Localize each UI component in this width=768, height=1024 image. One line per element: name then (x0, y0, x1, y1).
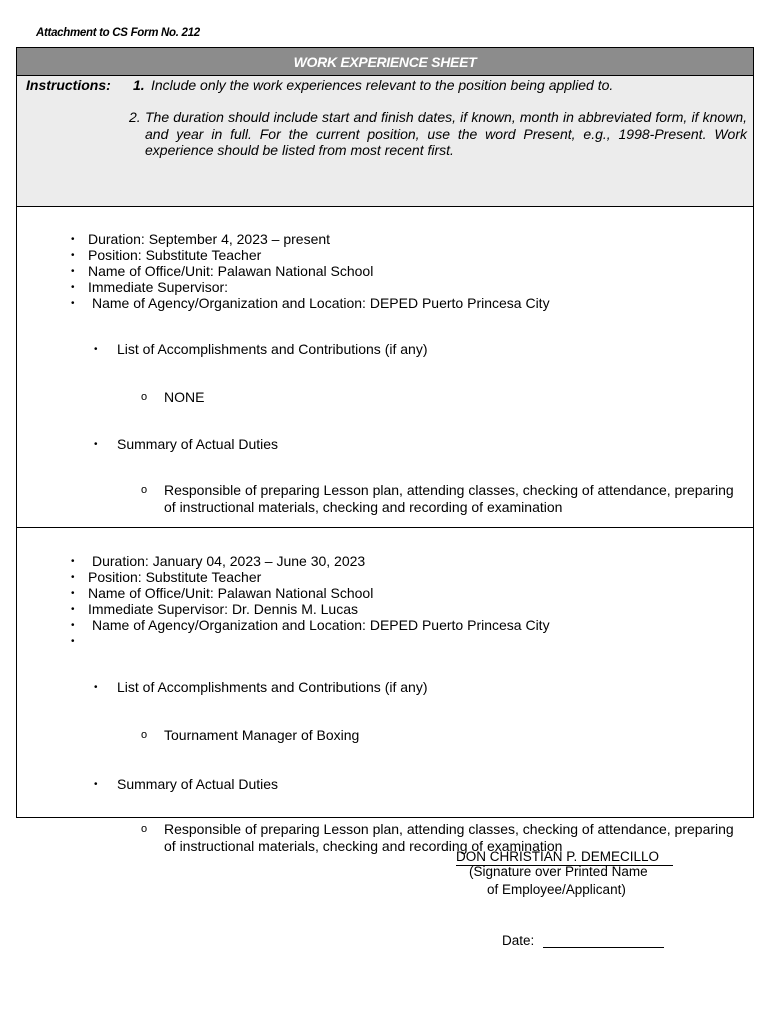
bullet-icon: • (71, 250, 75, 261)
bullet-icon: • (71, 266, 75, 277)
duties-description: Responsible of preparing Lesson plan, attending classes, checking of attendance, preparing of instructional materials, checking and recording of examination (164, 821, 734, 854)
sub-bullet-icon: o (141, 391, 148, 403)
date-label: Date: (502, 933, 535, 948)
signature-caption-line-2: of Employee/Applicant) (487, 882, 626, 897)
entry-supervisor: Immediate Supervisor: (88, 279, 229, 295)
work-entry-1 (17, 207, 753, 528)
duties-label: Summary of Actual Duties (117, 436, 279, 452)
attachment-label: Attachment to CS Form No. 212 (36, 27, 200, 39)
accomplishments-label: List of Accomplishments and Contributions (if any) (117, 341, 428, 357)
entry-agency: Name of Agency/Organization and Location: DEPED Puerto Princesa City (92, 617, 550, 633)
duties-label: Summary of Actual Duties (117, 776, 279, 792)
entry-supervisor: Immediate Supervisor: Dr. Dennis M. Lucas (88, 601, 358, 617)
entry-duration: Duration: January 04, 2023 – June 30, 2023 (92, 553, 366, 569)
bullet-icon: • (71, 604, 75, 615)
accomplishment-item: NONE (164, 389, 205, 405)
instruction-item-2: The duration should include start and finish dates, if known, month in abbreviated form, if known, and year in full. For the current position, use the word Present, e.g., 1998-Present. Work experience should be listed from most recent first. (145, 109, 747, 158)
bullet-icon: • (71, 572, 75, 583)
bullet-icon: • (71, 636, 75, 647)
entry-office: Name of Office/Unit: Palawan National School (88, 585, 374, 601)
instruction-number-2: 2. (129, 109, 141, 125)
work-entry-2 (17, 528, 753, 854)
instructions-label: Instructions: (26, 77, 111, 93)
entry-office: Name of Office/Unit: Palawan National School (88, 263, 374, 279)
instructions-box (17, 76, 753, 207)
bullet-icon: • (71, 556, 75, 567)
accomplishment-item: Tournament Manager of Boxing (164, 727, 360, 743)
accomplishments-label: List of Accomplishments and Contributions (if any) (117, 679, 428, 695)
entry-position: Position: Substitute Teacher (88, 247, 262, 263)
entry-duration: Duration: September 4, 2023 – present (88, 231, 331, 247)
sub-bullet-icon: o (141, 823, 148, 835)
bullet-icon: • (71, 298, 75, 309)
instruction-number-1: 1. (133, 77, 145, 93)
bullet-icon: • (71, 234, 75, 245)
signature-caption-line-1: (Signature over Printed Name (469, 864, 648, 879)
bullet-icon: • (71, 588, 75, 599)
duties-description: Responsible of preparing Lesson plan, attending classes, checking of attendance, preparing of instructional materials, checking and recording of examination (164, 482, 734, 515)
bullet-icon: • (94, 439, 98, 450)
sub-bullet-icon: o (141, 729, 148, 741)
entry-position: Position: Substitute Teacher (88, 569, 262, 585)
date-field[interactable] (543, 947, 664, 948)
sheet-title: WORK EXPERIENCE SHEET (17, 48, 753, 76)
bullet-icon: • (94, 682, 98, 693)
sub-bullet-icon: o (141, 484, 148, 496)
entry-agency: Name of Agency/Organization and Location: DEPED Puerto Princesa City (92, 295, 550, 311)
bullet-icon: • (71, 282, 75, 293)
work-experience-sheet (16, 47, 754, 854)
bullet-icon: • (94, 344, 98, 355)
instruction-item-1: Include only the work experiences relevant to the position being applied to. (151, 77, 614, 93)
signatory-name: DON CHRISTIAN P. DEMECILLO (456, 849, 673, 866)
bullet-icon: • (71, 620, 75, 631)
bullet-icon: • (94, 779, 98, 790)
